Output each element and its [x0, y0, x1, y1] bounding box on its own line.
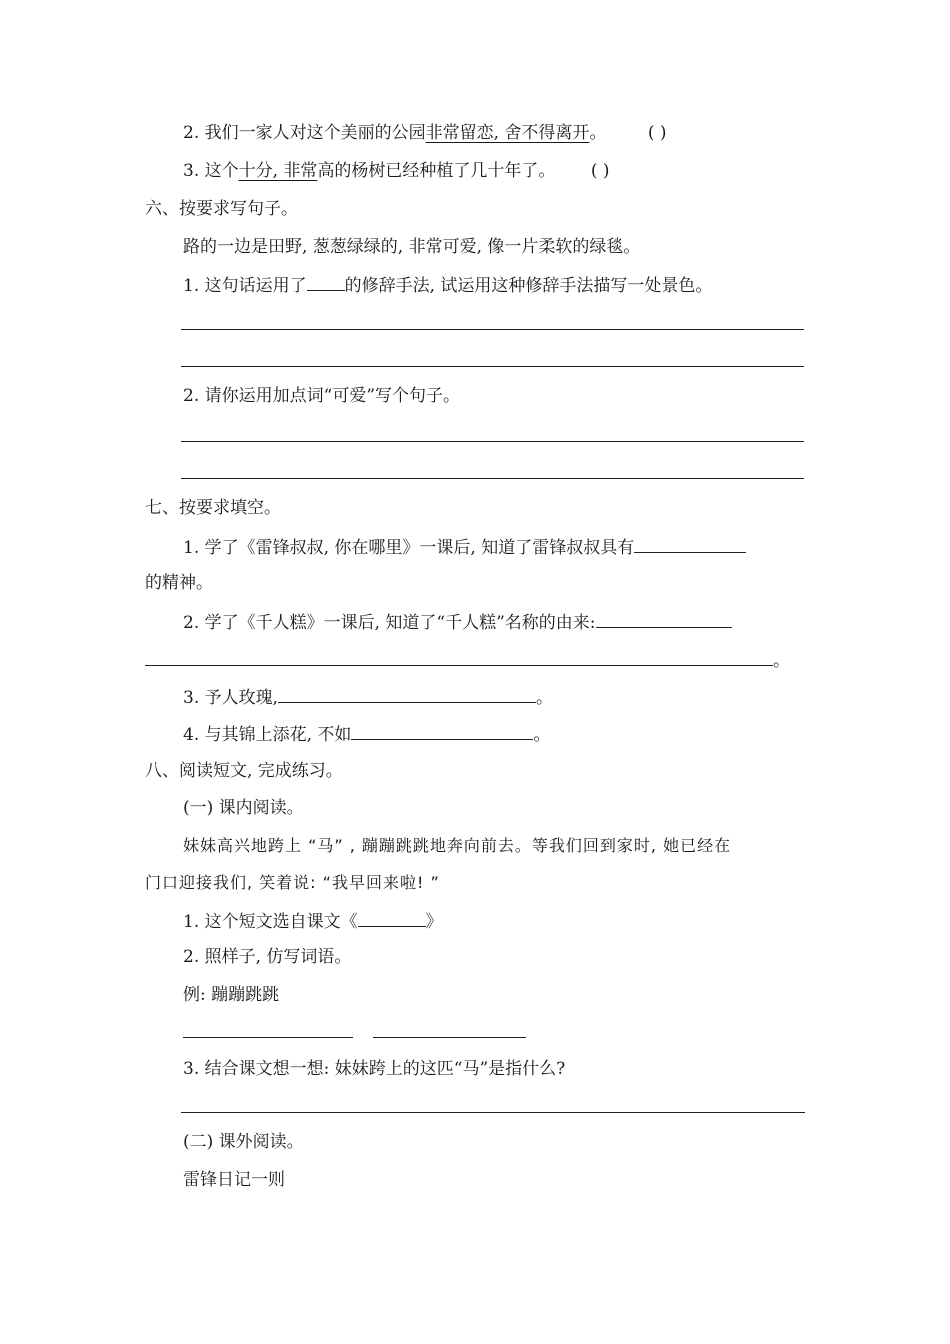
s6-question-1 — [183, 272, 712, 298]
q-end: 。 — [589, 123, 607, 143]
q-text: 1. 这句话运用了 — [183, 276, 307, 296]
s6-sentence: 路的一边是田野, 葱葱绿绿的, 非常可爱, 像一片柔软的绿毯。 — [183, 237, 641, 257]
answer-blank[interactable] — [278, 684, 536, 703]
q-end: 。 — [533, 725, 551, 745]
part-1-heading: (一) 课内阅读。 — [183, 798, 304, 818]
passage-line-2: 门口迎接我们, 笑着说: “我早回来啦! ” — [145, 873, 440, 892]
q-end: 。 — [536, 688, 554, 708]
q-text-post: 高的杨树已经种植了几十年了。 — [317, 161, 556, 181]
diary-title: 雷锋日记一则 — [183, 1170, 285, 1190]
q-text: 3. 予人玫瑰, — [183, 688, 279, 708]
answer-line[interactable] — [181, 329, 804, 330]
answer-line[interactable] — [181, 478, 804, 479]
q-text: 3. 这个 — [183, 161, 239, 181]
q-text-post: 的修辞手法, 试运用这种修辞手法描写一处景色。 — [344, 276, 713, 296]
answer-blank[interactable] — [634, 534, 746, 553]
answer-blank[interactable] — [358, 908, 426, 927]
s8-question-2: 2. 照样子, 仿写词语。 — [183, 947, 352, 967]
s8-question-3: 3. 结合课文想一想: 妹妹跨上的这匹“马”是指什么? — [183, 1059, 566, 1079]
answer-line[interactable] — [183, 1037, 353, 1038]
answer-line[interactable] — [181, 1112, 805, 1113]
s7-question-2-cont — [145, 647, 790, 673]
part-2-heading: (二) 课外阅读。 — [183, 1132, 304, 1152]
answer-paren[interactable]: ( ) — [647, 123, 667, 143]
example-line: 例: 蹦蹦跳跳 — [183, 985, 280, 1005]
answer-blank[interactable] — [596, 609, 732, 628]
answer-line[interactable] — [373, 1037, 526, 1038]
answer-line[interactable] — [181, 366, 804, 367]
q-text: 2. 我们一家人对这个美丽的公园 — [183, 123, 426, 143]
q-end: 》 — [425, 912, 443, 932]
s5-question-3 — [183, 159, 610, 183]
s7-question-1-cont: 的精神。 — [145, 573, 213, 593]
underlined-phrase: 非常留恋, 舍不得离开 — [425, 123, 590, 143]
s7-question-2 — [183, 609, 732, 635]
section-7-title: 七、按要求填空。 — [145, 498, 281, 518]
answer-blank[interactable] — [307, 272, 345, 291]
section-6-title: 六、按要求写句子。 — [145, 199, 298, 219]
section-8-title: 八、阅读短文, 完成练习。 — [145, 761, 343, 781]
answer-blank[interactable] — [351, 721, 533, 740]
q-text: 2. 学了《千人糕》一课后, 知道了“千人糕”名称的由来: — [183, 613, 596, 633]
q-end: 。 — [773, 651, 790, 671]
s7-question-4 — [183, 721, 550, 747]
answer-blank[interactable] — [145, 647, 773, 666]
passage-line-1: 妹妹高兴地跨上 “马” , 蹦蹦跳跳地奔向前去。等我们回到家时, 她已经在 — [183, 836, 732, 855]
answer-line[interactable] — [181, 441, 804, 442]
q-text: 1. 这个短文选自课文《 — [183, 912, 358, 932]
s7-question-1 — [183, 534, 746, 560]
s8-question-1 — [183, 908, 443, 934]
q-text: 1. 学了《雷锋叔叔, 你在哪里》一课后, 知道了雷锋叔叔具有 — [183, 538, 635, 558]
underlined-phrase: 十分, 非常 — [238, 161, 318, 181]
q-text: 4. 与其锦上添花, 不如 — [183, 725, 352, 745]
s6-question-2: 2. 请你运用加点词“可爱”写个句子。 — [183, 386, 461, 406]
answer-paren[interactable]: ( ) — [590, 161, 610, 181]
s5-question-2 — [183, 121, 667, 145]
s7-question-3 — [183, 684, 553, 710]
